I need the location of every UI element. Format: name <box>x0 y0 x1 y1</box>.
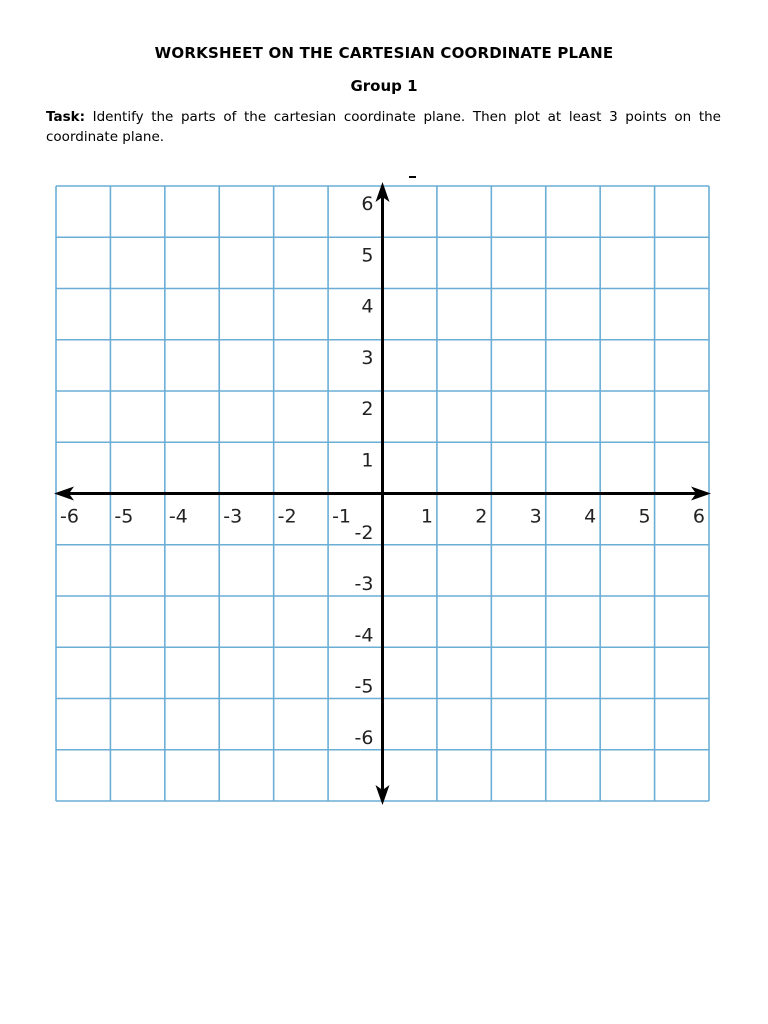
x-tick-label: -5 <box>114 505 134 528</box>
axes <box>54 182 711 805</box>
y-tick-label: 5 <box>361 244 374 267</box>
y-tick-label: 6 <box>361 193 374 215</box>
x-tick-label: 3 <box>529 505 542 528</box>
y-tick-label: -4 <box>354 624 374 647</box>
task-text: Identify the parts of the cartesian coordinate plane. Then plot at least 3 points on the coordinate plane. <box>46 109 721 145</box>
x-tick-label: -3 <box>223 505 243 528</box>
y-tick-label: -3 <box>354 573 374 595</box>
y-tick-label: -6 <box>354 726 374 749</box>
worksheet-title: WORKSHEET ON THE CARTESIAN COORDINATE PLANE <box>154 44 614 62</box>
x-tick-label: 5 <box>638 505 651 528</box>
x-tick-label: 1 <box>420 505 433 528</box>
x-tick-label: -2 <box>277 505 297 528</box>
y-tick-label: 2 <box>361 398 374 420</box>
y-tick-label: -5 <box>354 675 374 698</box>
y-tick-label: 3 <box>361 346 374 369</box>
y-tick-label: -2 <box>354 521 374 544</box>
x-tick-label: -1 <box>332 505 352 528</box>
group-label: Group 1 <box>350 77 418 95</box>
x-tick-label: -4 <box>168 505 188 528</box>
x-tick-label: -6 <box>60 505 79 528</box>
y-tick-label: 1 <box>361 449 374 472</box>
task-label: Task: <box>46 109 85 125</box>
x-tick-label: 4 <box>584 505 597 528</box>
y-tick-label: 4 <box>361 295 374 318</box>
x-tick-label: 6 <box>692 505 705 528</box>
x-tick-label: 2 <box>475 505 488 528</box>
